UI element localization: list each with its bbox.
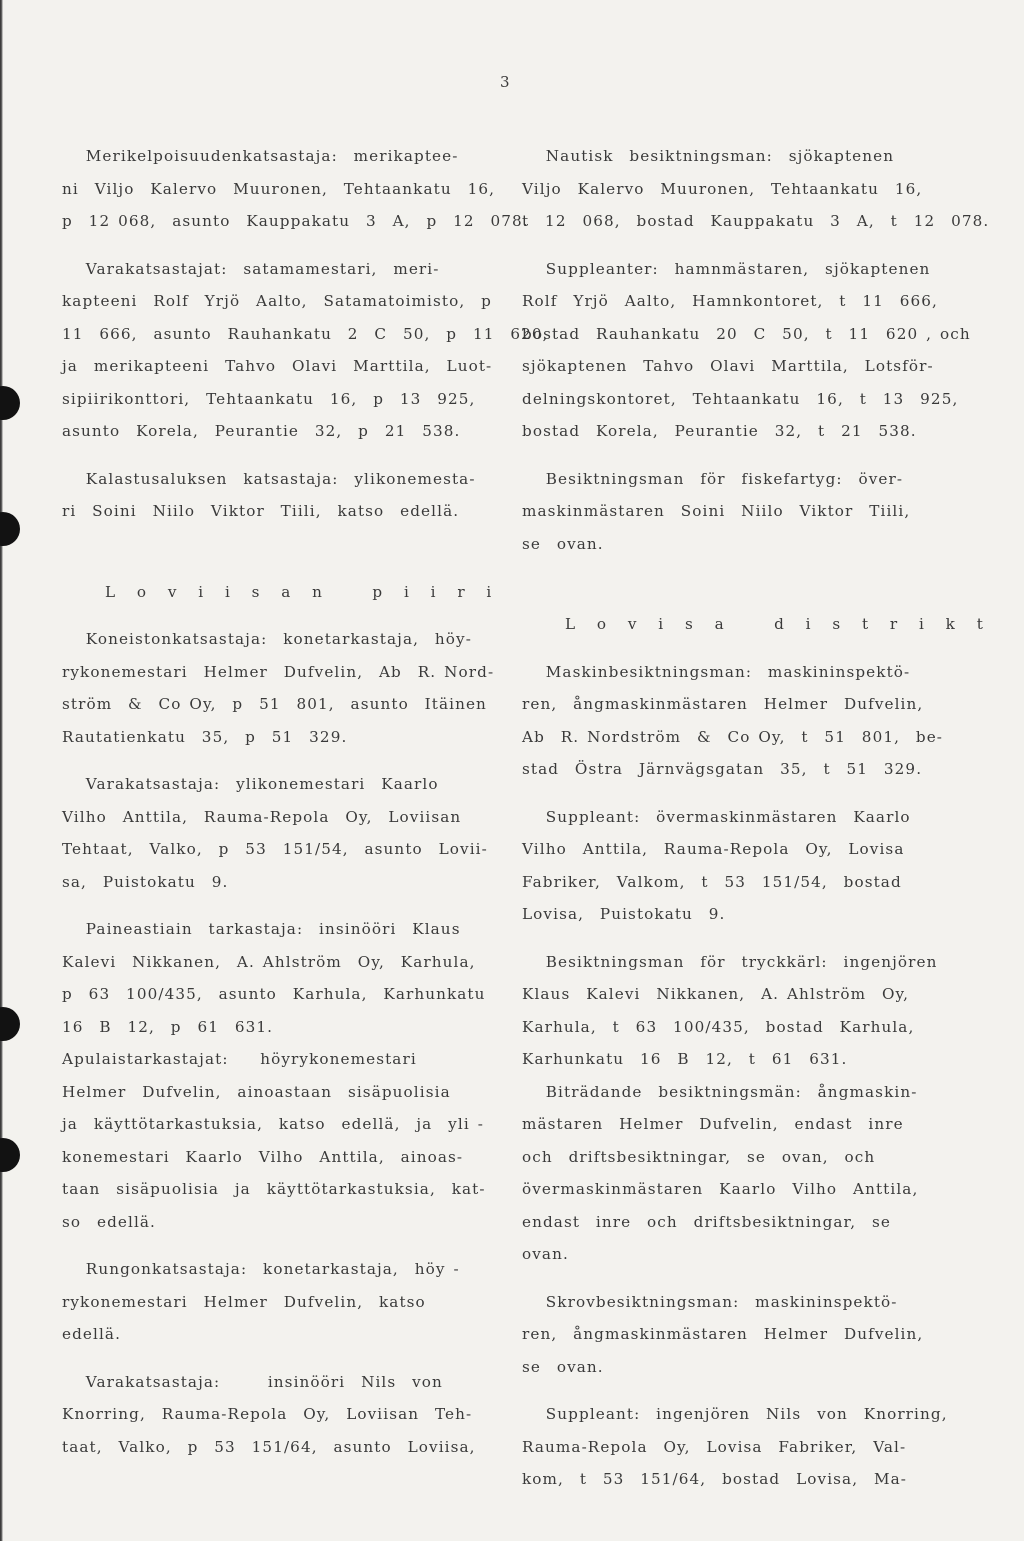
text-line: Karhunkatu 16 B 12, t 61 631.	[522, 1050, 848, 1068]
text-line: L o v i i s a n p i i r i	[62, 582, 499, 601]
text-line: ja merikapteeni Tahvo Olavi Marttila, Luot-	[62, 357, 493, 375]
punch-hole	[0, 386, 20, 420]
text-line: kom, t 53 151/64, bostad Lovisa, Ma-	[522, 1470, 908, 1488]
paragraph-gap	[522, 786, 962, 801]
paragraph-gap	[522, 931, 962, 946]
text-line: 11 666, asunto Rauhankatu 2 C 50, p 11 620,	[62, 324, 549, 343]
paragraph-gap	[522, 1383, 962, 1398]
text-line: taan sisäpuolisia ja käyttötarkastuksia, kat-	[62, 1180, 486, 1198]
swedish-column	[522, 140, 991, 1496]
paragraph	[522, 140, 990, 238]
paragraph	[62, 623, 502, 753]
paragraph	[522, 253, 971, 448]
text-line: ren, ångmaskinmästaren Helmer Dufvelin,	[522, 695, 924, 713]
text-line: Skrovbesiktningsman: maskininspektö-	[522, 1292, 898, 1311]
text-line: rykonemestari Helmer Dufvelin, Ab R. Nord-	[62, 662, 495, 681]
text-line: Lovisa, Puistokatu 9.	[522, 905, 726, 923]
district-heading	[62, 576, 502, 609]
paragraph-gap	[62, 1238, 502, 1253]
text-line: Besiktningsman för tryckkärl: ingenjören	[522, 952, 938, 971]
text-line: endast inre och driftsbesiktningar, se	[522, 1212, 892, 1231]
text-line: mästaren Helmer Dufvelin, endast inre	[522, 1115, 904, 1133]
text-line: övermaskinmästaren Kaarlo Vilho Anttila,	[522, 1180, 919, 1198]
text-line: Rungonkatsastaja: konetarkastaja, höy -	[62, 1260, 460, 1278]
text-line: Maskinbesiktningsman: maskininspektö-	[522, 662, 911, 681]
text-line: L o v i s a d i s t r i k t	[522, 615, 991, 633]
text-line: Nautisk besiktningsman: sjökaptenen	[522, 147, 895, 165]
text-line: p 12 068, asunto Kauppakatu 3 A, p 12 078.	[62, 212, 529, 230]
text-line: Paineastiain tarkastaja: insinööri Klaus	[62, 920, 461, 938]
text-line: Klaus Kalevi Nikkanen, A. Ahlström Oy,	[522, 985, 910, 1003]
text-line: maskinmästaren Soini Niilo Viktor Tiili,	[522, 502, 911, 520]
text-line: ren, ångmaskinmästaren Helmer Dufvelin,	[522, 1325, 924, 1343]
paragraph	[62, 1366, 502, 1464]
text-line: se ovan.	[522, 1357, 604, 1376]
text-line: Fabriker, Valkom, t 53 151/54, bostad	[522, 872, 902, 891]
text-line: rykonemestari Helmer Dufvelin, katso	[62, 1292, 426, 1311]
paragraph	[62, 140, 529, 238]
text-line: Rolf Yrjö Aalto, Hamnkontoret, t 11 666,	[522, 292, 938, 310]
text-line: delningskontoret, Tehtaankatu 16, t 13 925,	[522, 389, 959, 408]
paragraph	[62, 1253, 502, 1351]
paragraph-gap	[522, 1271, 962, 1286]
paragraph	[62, 913, 502, 1238]
text-line: bostad Korela, Peurantie 32, t 21 538.	[522, 422, 917, 440]
paragraph	[62, 463, 502, 528]
text-line: asunto Korela, Peurantie 32, p 21 538.	[62, 422, 461, 440]
text-line: Apulaistarkastajat: höyrykonemestari	[62, 1050, 417, 1068]
paragraph	[522, 1398, 962, 1496]
text-line: Kalevi Nikkanen, A. Ahlström Oy, Karhula,	[62, 952, 476, 971]
paragraph-gap	[522, 560, 962, 608]
text-line: sjökaptenen Tahvo Olavi Marttila, Lotsför-	[522, 357, 934, 375]
paragraph-gap	[62, 1351, 502, 1366]
text-line: ström & Co Oy, p 51 801, asunto Itäinen	[62, 695, 487, 713]
paragraph	[522, 1286, 962, 1384]
page-number: 3	[500, 73, 511, 91]
paragraph-gap	[522, 238, 962, 253]
text-line: Karhula, t 63 100/435, bostad Karhula,	[522, 1017, 915, 1036]
text-line: Varakatsastaja: ylikonemestari Kaarlo	[62, 775, 439, 793]
text-line: Varakatsastaja: insinööri Nils von	[62, 1372, 443, 1391]
text-line: kapteeni Rolf Yrjö Aalto, Satamatoimisto, p	[62, 292, 492, 310]
text-line: edellä.	[62, 1325, 121, 1343]
paragraph-gap	[522, 641, 962, 656]
text-line: Knorring, Rauma-Repola Oy, Loviisan Teh-	[62, 1405, 473, 1423]
text-line: se ovan.	[522, 534, 604, 553]
text-line: Vilho Anttila, Rauma-Repola Oy, Lovisa	[522, 840, 905, 858]
text-line: Helmer Dufvelin, ainoastaan sisäpuolisia	[62, 1082, 451, 1101]
paragraph-gap	[62, 448, 502, 463]
text-line: ovan.	[522, 1245, 569, 1263]
text-line: ja käyttötarkastuksia, katso edellä, ja yli -	[62, 1115, 484, 1133]
text-line: sipiirikonttori, Tehtaankatu 16, p 13 925,	[62, 389, 476, 408]
text-line: Ab R. Nordström & Co Oy, t 51 801, be-	[522, 727, 944, 746]
text-line: Besiktningsman för fiskefartyg: över-	[522, 469, 904, 488]
paragraph	[522, 801, 962, 931]
text-line: Rauma-Repola Oy, Lovisa Fabriker, Val-	[522, 1437, 907, 1456]
paragraph	[62, 768, 502, 898]
text-line: ri Soini Niilo Viktor Tiili, katso edellä.	[62, 502, 460, 520]
text-line: Biträdande besiktningsmän: ångmaskin-	[522, 1082, 918, 1101]
paragraph	[522, 463, 962, 561]
text-line: sa, Puistokatu 9.	[62, 872, 229, 891]
text-line: Viljo Kalervo Muuronen, Tehtaankatu 16,	[522, 179, 923, 198]
text-line: 16 B 12, p 61 631.	[62, 1017, 274, 1036]
paragraph	[522, 946, 962, 1271]
district-heading	[522, 608, 991, 641]
paragraph-gap	[522, 448, 962, 463]
text-line: konemestari Kaarlo Vilho Anttila, ainoas-	[62, 1147, 464, 1166]
text-line: so edellä.	[62, 1212, 156, 1231]
paragraph	[522, 656, 962, 786]
text-line: Suppleant: ingenjören Nils von Knorring,	[522, 1405, 948, 1423]
text-line: och driftsbesiktningar, se ovan, och	[522, 1147, 876, 1166]
text-line: Koneistonkatsastaja: konetarkastaja, höy-	[62, 630, 472, 648]
paragraph-gap	[62, 753, 502, 768]
text-line: Tehtaat, Valko, p 53 151/54, asunto Lovii-	[62, 840, 488, 858]
text-line: Kalastusaluksen katsastaja: ylikonemesta-	[62, 469, 476, 488]
text-line: Suppleanter: hamnmästaren, sjökaptenen	[522, 259, 931, 278]
text-line: Merikelpoisuudenkatsastaja: merikaptee-	[62, 147, 459, 165]
paragraph-gap	[62, 608, 502, 623]
text-line: Rautatienkatu 35, p 51 329.	[62, 727, 348, 746]
text-line: bostad Rauhankatu 20 C 50, t 11 620 , och	[522, 324, 971, 343]
text-line: taat, Valko, p 53 151/64, asunto Loviisa,	[62, 1437, 476, 1456]
text-line: p 63 100/435, asunto Karhula, Karhunkatu	[62, 985, 486, 1003]
text-line: stad Östra Järnvägsgatan 35, t 51 329.	[522, 760, 923, 778]
text-line: t 12 068, bostad Kauppakatu 3 A, t 12 078.	[522, 212, 990, 230]
text-line: Vilho Anttila, Rauma-Repola Oy, Loviisan	[62, 807, 462, 826]
punch-hole	[0, 1138, 20, 1172]
paragraph-gap	[62, 238, 502, 253]
text-line: Suppleant: övermaskinmästaren Kaarlo	[522, 807, 911, 826]
punch-hole	[0, 1007, 20, 1041]
paragraph-gap	[62, 528, 502, 576]
paragraph	[62, 253, 549, 448]
paragraph-gap	[62, 898, 502, 913]
text-line: Varakatsastajat: satamamestari, meri-	[62, 259, 440, 278]
left-margin-line	[0, 0, 3, 1541]
text-line: ni Viljo Kalervo Muuronen, Tehtaankatu 16,	[62, 179, 496, 198]
punch-hole	[0, 512, 20, 546]
